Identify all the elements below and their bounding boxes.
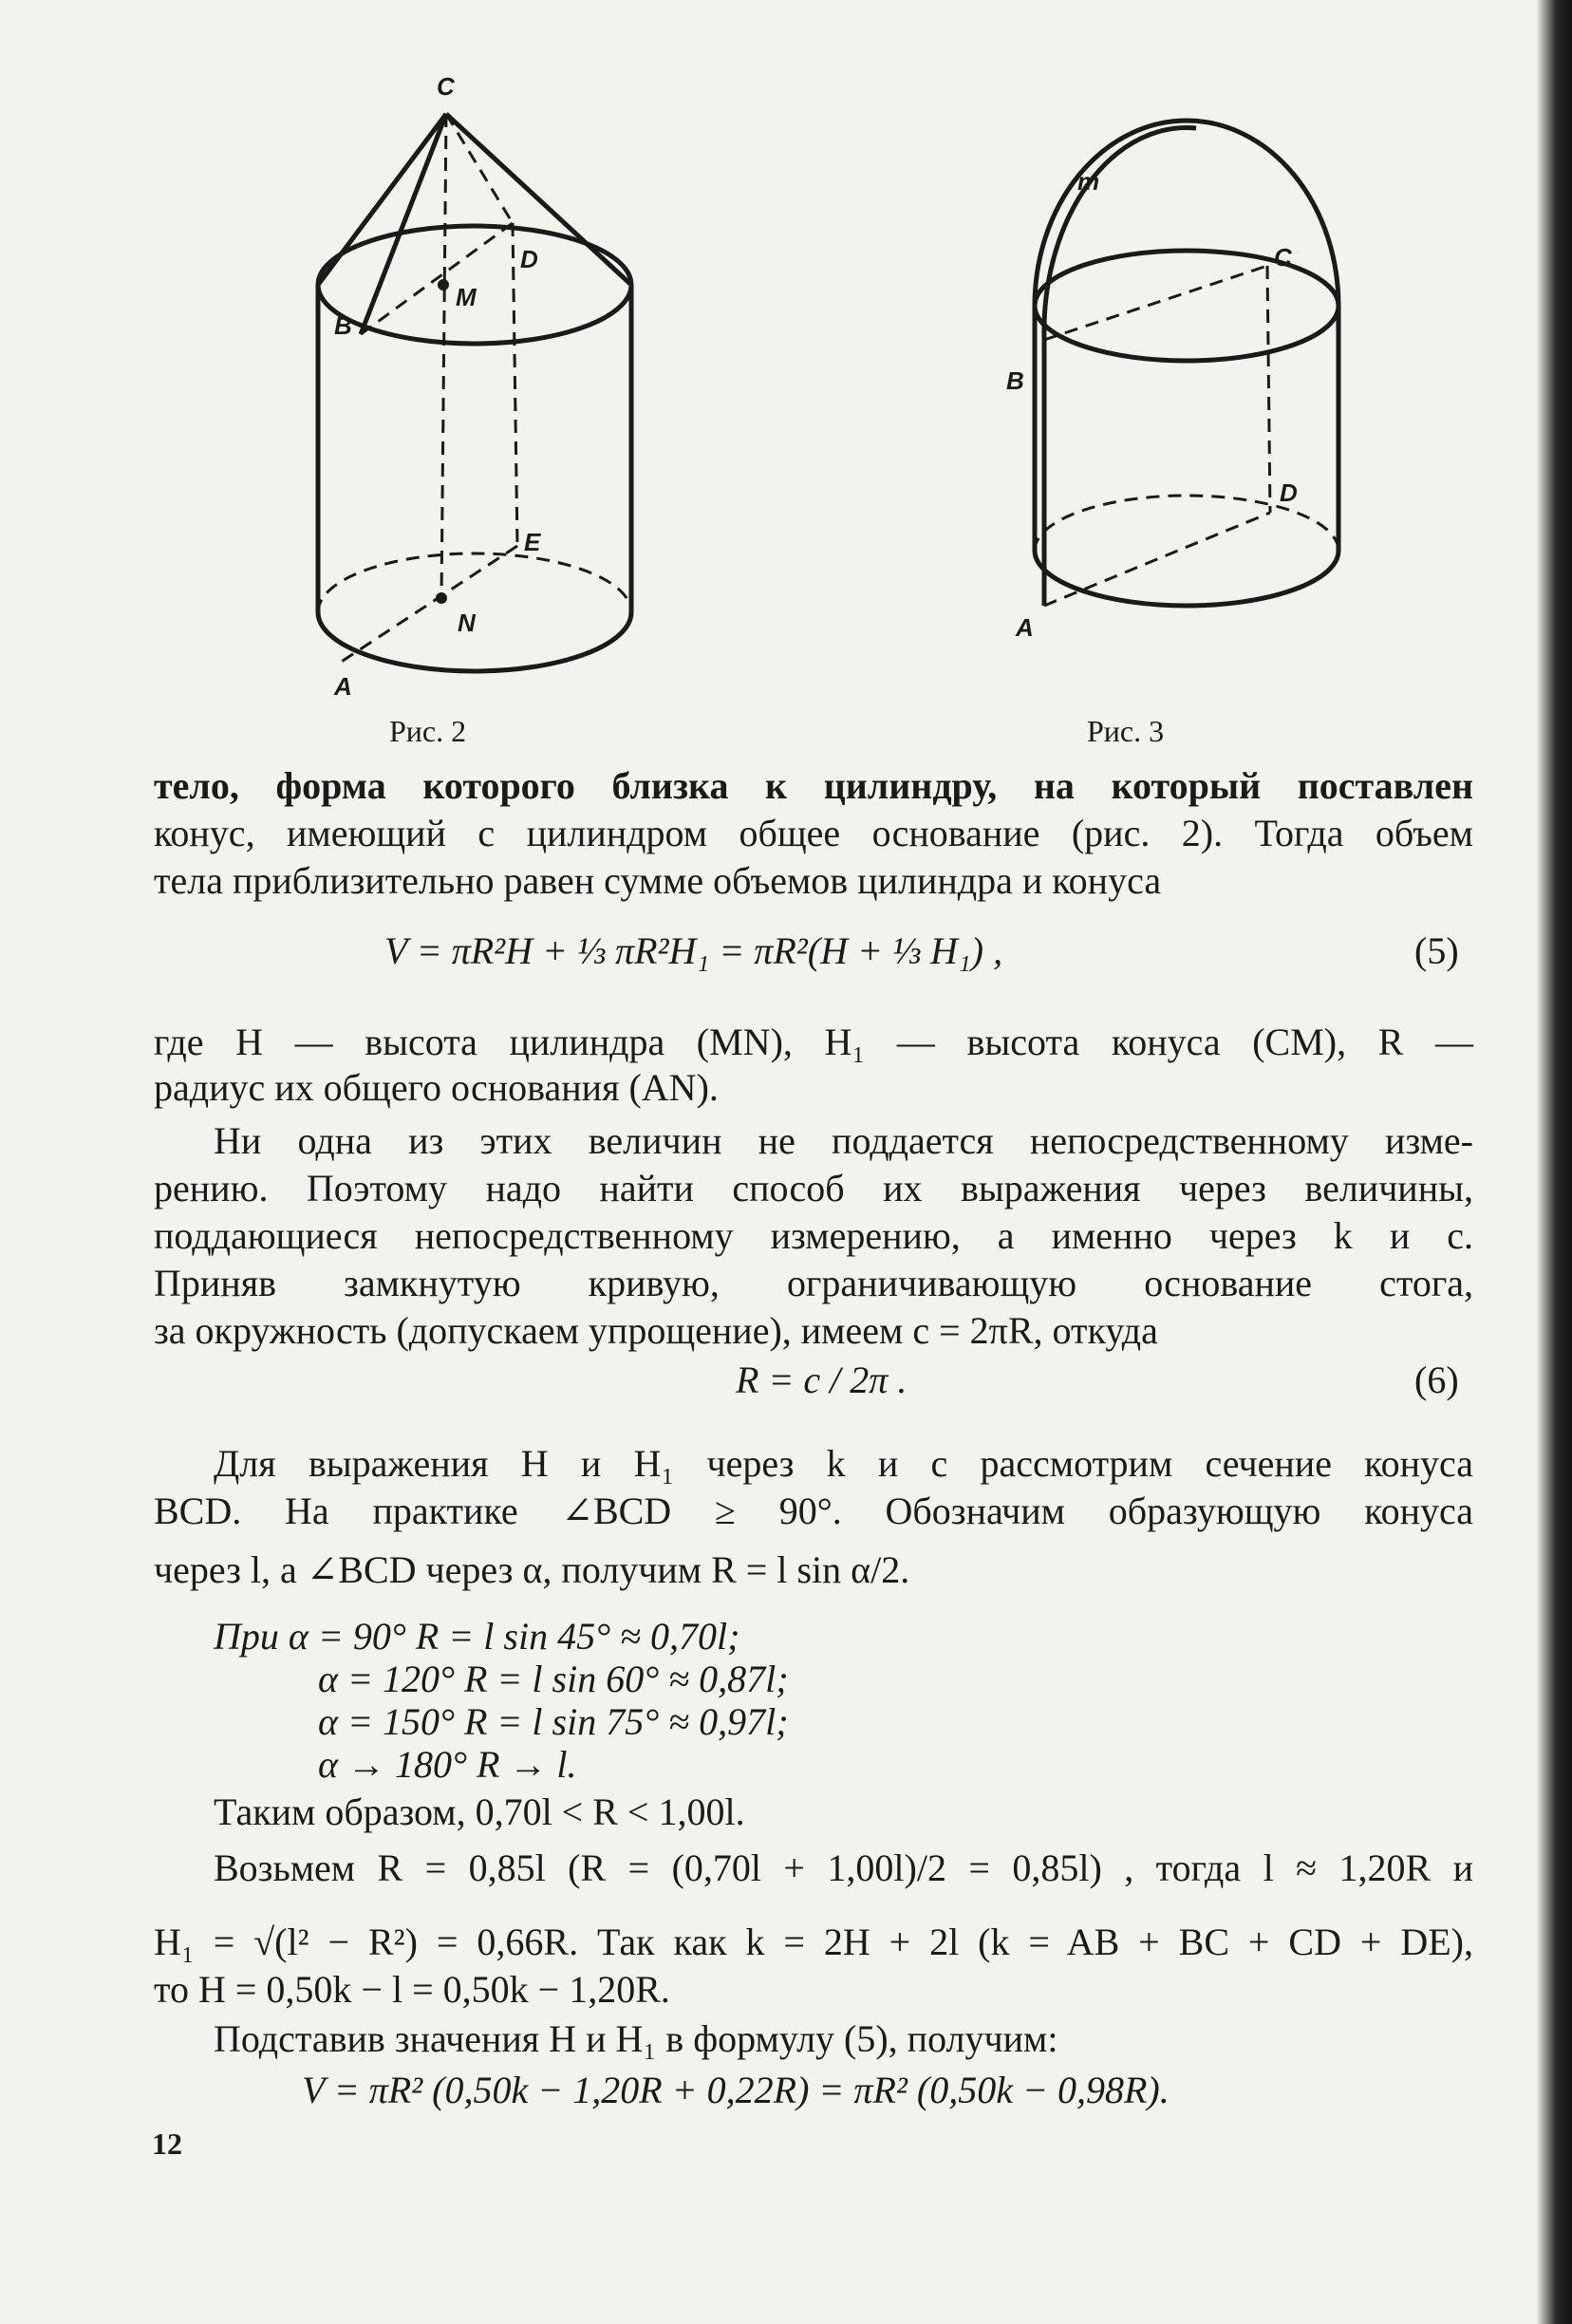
fig2-label-c: C [437,72,455,101]
case-alpha-180: α → 180° R → l. [318,1743,577,1786]
equation-number-6: (6) [1414,1359,1459,1401]
paragraph-3-line-2: рению. Поэтому надо найти способ их выражения через величины, [154,1167,1473,1209]
paragraph-4-line-2: BCD. На практике ∠BCD ≥ 90°. Обозначим образующую конуса [154,1490,1473,1532]
paragraph-3-line-3: поддающиеся непосредственному измерению, а именно через k и c. [154,1214,1473,1257]
paragraph-4-line-3: через l, а ∠BCD через α, получим R = l sin α/2. [154,1548,910,1591]
paragraph-6-line-3: то H = 0,50k − l = 0,50k − 1,20R. [154,1968,670,2011]
paragraph-1-line-2: конус, имеющий с цилиндром общее основание (рис. 2). Тогда объем [154,812,1473,854]
paragraph-2-line-1: где H — высота цилиндра (MN), H₁ — высота конуса (CM), R — [154,1021,1473,1063]
case-alpha-120: α = 120° R = l sin 60° ≈ 0,87l; [318,1658,789,1700]
fig3-label-d: D [1280,478,1298,507]
fig3-label-a: A [1016,613,1034,642]
fig2-label-e: E [524,528,541,556]
paragraph-1-line-3: тела приблизительно равен сумме объемов цилиндра и конуса [154,859,1162,902]
paragraph-6-line-1: Возьмем R = 0,85l (R = (0,70l + 1,00l)/2 = 0,85l) , тогда l ≈ 1,20R и [214,1846,1473,1889]
paragraph-3-line-1: Ни одна из этих величин не поддается непосредственному изме- [214,1119,1473,1162]
figure-2-caption: Рис. 2 [389,714,467,748]
fig2-label-b: B [334,311,352,340]
case-alpha-150: α = 150° R = l sin 75° ≈ 0,97l; [318,1700,789,1743]
paragraph-2-line-2: радиус их общего основания (AN). [154,1066,719,1109]
fig2-label-d: D [520,245,538,273]
paragraph-7: Подставив значения H и H₁ в формулу (5), получим: [214,2017,1058,2060]
formula-5: V = πR²H + ⅓ πR²H₁ = πR²(H + ⅓ H₁) , [384,929,1003,972]
paragraph-4-line-1: Для выражения H и H₁ через k и c рассмотрим сечение конуса [214,1442,1473,1485]
fig2-label-a: A [334,672,352,701]
case-alpha-90: При α = 90° R = l sin 45° ≈ 0,70l; [214,1615,740,1658]
figure-3 [911,104,1357,655]
page-edge-shadow [1536,0,1572,2324]
paragraph-5: Таким образом, 0,70l < R < 1,00l. [214,1790,745,1833]
paragraph-1-line-1: тело, форма которого близка к цилиндру, на который поставлен [154,764,1473,807]
figure-2 [285,57,664,722]
page-number: 12 [152,2127,182,2161]
fig2-label-n: N [458,609,476,637]
fig3-label-b: B [1006,366,1024,395]
paragraph-3-line-4: Приняв замкнутую кривую, ограничивающую основание стога, [154,1262,1473,1304]
fig2-label-m: M [456,283,477,311]
paragraph-3-line-5: за окружность (допускаем упрощение), имеем c = 2πR, откуда [154,1309,1158,1352]
equation-number-5: (5) [1414,929,1459,972]
fig3-label-m: m [1077,167,1100,196]
paragraph-6-line-2: H₁ = √(l² − R²) = 0,66R. Так как k = 2H + 2l (k = AB + BC + CD + DE), [154,1921,1473,1963]
figure-3-caption: Рис. 3 [1087,714,1165,748]
fig3-label-c: C [1274,243,1292,272]
formula-6: R = c / 2π . [736,1359,908,1401]
formula-final: V = πR² (0,50k − 1,20R + 0,22R) = πR² (0,50k − 0,98R). [302,2069,1170,2111]
